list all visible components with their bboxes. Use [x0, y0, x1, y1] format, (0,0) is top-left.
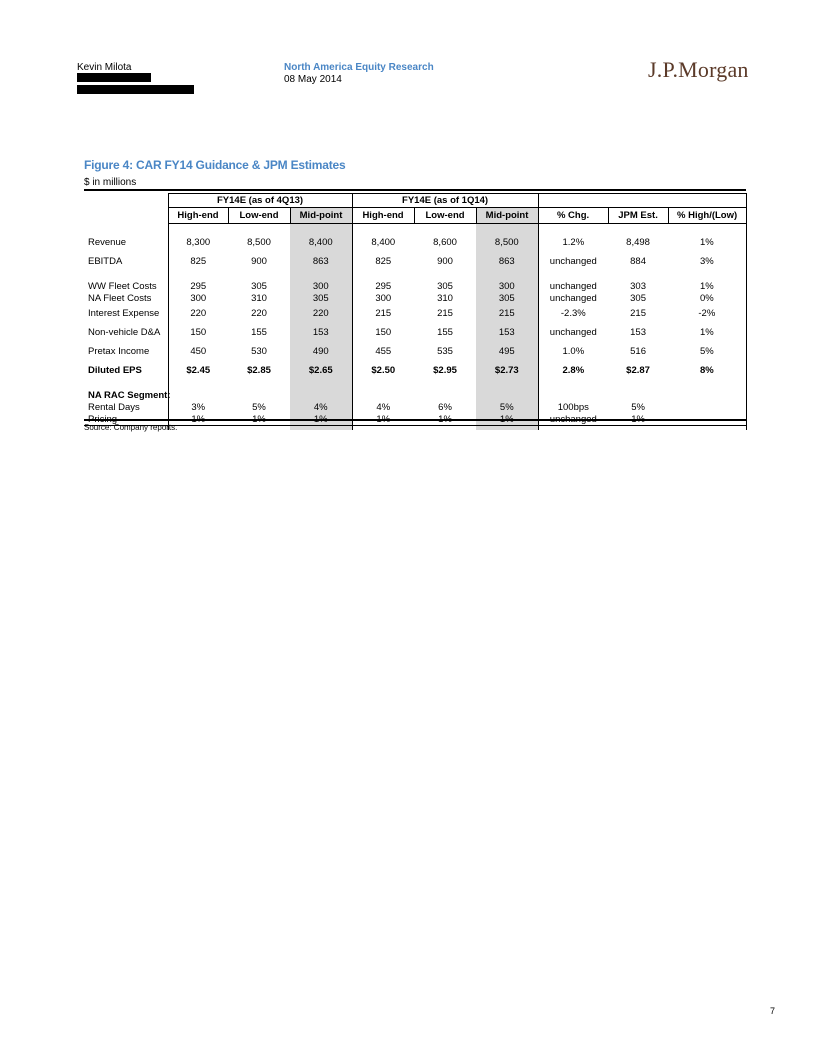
table-cell: 215 [437, 308, 453, 319]
table-cell: 1% [352, 413, 414, 426]
table-cell: 220 [168, 304, 228, 323]
col-header: % Chg. [538, 208, 608, 224]
col-header: Mid-point [476, 208, 538, 224]
table-cell: -2% [668, 304, 746, 323]
table-cell: 150 [168, 323, 228, 342]
col-header: Mid-point [290, 208, 352, 224]
author-name: Kevin Milota [77, 62, 132, 73]
spacer-row [84, 380, 746, 389]
table-row [84, 292, 746, 304]
table-row [84, 304, 746, 323]
table-row [84, 342, 746, 361]
table-cell: 153 [290, 323, 352, 342]
guidance-table [84, 193, 747, 430]
table-cell: 8,498 [626, 237, 650, 248]
table-cell: $2.45 [168, 361, 228, 380]
table-cell: 1% [414, 413, 476, 426]
table-cell: 155 [251, 327, 267, 338]
table-cell: 1% [668, 280, 746, 292]
col-header: Low-end [414, 208, 476, 224]
bottom-rule [84, 419, 746, 421]
row-label: WW Fleet Costs [88, 280, 157, 292]
table-cell: 295 [375, 280, 392, 292]
table-cell: 1.0% [562, 346, 585, 357]
spacer-row [84, 426, 746, 431]
table-cell: 1% [668, 233, 746, 252]
table-cell: 305 [437, 280, 453, 292]
row-label: Pretax Income [88, 346, 150, 357]
table-cell: 5% [631, 401, 645, 413]
research-department: North America Equity Research [284, 62, 434, 73]
table-cell: 5% [476, 401, 538, 413]
table-row [84, 401, 746, 413]
table-cell: $2.65 [290, 361, 352, 380]
table-cell: 1% [290, 413, 352, 426]
group-header-4q13: FY14E (as of 4Q13) [168, 194, 352, 208]
table-cell: 825 [168, 252, 228, 271]
table-cell: $2.87 [626, 365, 650, 376]
table-cell: 295 [168, 280, 228, 292]
table-row [84, 233, 746, 252]
row-label: Non-vehicle D&A [88, 327, 161, 338]
table-cell: 863 [476, 252, 538, 271]
row-label: Interest Expense [88, 308, 160, 319]
row-label: NA Fleet Costs [88, 292, 152, 304]
table-cell: 305 [630, 292, 646, 304]
redaction-bar [77, 73, 151, 82]
group-header-row [84, 194, 746, 208]
table-cell: 215 [630, 308, 646, 319]
table-cell: 300 [476, 280, 538, 292]
table-cell: 4% [376, 401, 391, 413]
col-header: % High/(Low) [668, 208, 746, 224]
top-rule [84, 189, 746, 191]
table-cell [668, 401, 746, 413]
group-header-1q14: FY14E (as of 1Q14) [352, 194, 538, 208]
col-header: High-end [352, 208, 414, 224]
table-row [84, 361, 746, 380]
row-label: EBITDA [88, 256, 123, 267]
segment-header-row [84, 389, 746, 401]
table-cell: 1% [608, 413, 668, 426]
table-cell: 825 [375, 256, 392, 267]
col-header: High-end [168, 208, 228, 224]
table-cell: 8,500 [247, 237, 271, 248]
table-cell: 1% [228, 413, 290, 426]
table-cell: 8,400 [290, 233, 352, 252]
table-cell: 310 [437, 292, 453, 304]
table-cell: unchanged [538, 413, 608, 426]
table-cell: 303 [630, 280, 646, 292]
jpmorgan-logo: J.P.Morgan [648, 57, 749, 82]
table-cell: 8,400 [371, 237, 396, 248]
table-cell: 8,300 [168, 233, 228, 252]
table-cell: unchanged [549, 292, 597, 304]
table-cell: 900 [437, 256, 453, 267]
table-cell: 450 [168, 342, 228, 361]
table-cell: 495 [476, 342, 538, 361]
page-number: 7 [770, 1006, 776, 1016]
row-label: Revenue [88, 237, 127, 248]
table-cell: 530 [251, 346, 267, 357]
table-cell: unchanged [549, 256, 597, 267]
table-cell: 150 [375, 327, 392, 338]
table-cell: 305 [251, 280, 267, 292]
table-cell: 220 [251, 308, 267, 319]
table-cell: 220 [290, 304, 352, 323]
table-cell: 516 [630, 346, 646, 357]
table-cell: -2.3% [560, 308, 586, 319]
table-cell: 6% [438, 401, 452, 413]
table-cell: 1% [476, 413, 538, 426]
table-cell: 310 [251, 292, 267, 304]
table-cell: 1.2% [562, 237, 585, 248]
table-cell: 5% [668, 342, 746, 361]
table-cell: 863 [290, 252, 352, 271]
table-row [84, 252, 746, 271]
table-cell: 8,500 [476, 233, 538, 252]
row-label: Rental Days [88, 401, 140, 413]
row-label: Diluted EPS [88, 365, 142, 376]
spacer-row [84, 271, 746, 280]
table-cell: $2.85 [247, 365, 271, 376]
table-cell: 300 [168, 292, 228, 304]
table-cell: 155 [437, 327, 453, 338]
row-label: Pricing [84, 413, 168, 426]
table-cell: 455 [375, 346, 392, 357]
col-header: Low-end [228, 208, 290, 224]
table-cell: 100bps [557, 401, 589, 413]
table-row [84, 280, 746, 292]
table-cell: 900 [251, 256, 267, 267]
table-cell: 490 [290, 342, 352, 361]
table-cell: $2.50 [371, 365, 396, 376]
table-cell: 535 [437, 346, 453, 357]
table-cell: 4% [290, 401, 352, 413]
table-cell: 305 [290, 292, 352, 304]
table-cell: 5% [252, 401, 266, 413]
table-cell: 215 [476, 304, 538, 323]
column-header-row [84, 208, 746, 224]
table-body [84, 224, 746, 431]
table-cell: 215 [375, 308, 392, 319]
table-cell: 3% [668, 252, 746, 271]
figure-subtitle: $ in millions [84, 177, 137, 188]
table-cell: 300 [375, 292, 392, 304]
table-cell: 3% [168, 401, 228, 413]
table-cell: 8% [668, 361, 746, 380]
table-cell: 1% [668, 323, 746, 342]
figure-title: Figure 4: CAR FY14 Guidance & JPM Estimates [84, 158, 346, 172]
col-header: JPM Est. [608, 208, 668, 224]
report-date: 08 May 2014 [284, 74, 342, 85]
table-cell: 0% [668, 292, 746, 304]
table-cell: $2.95 [433, 365, 457, 376]
table-cell: unchanged [549, 327, 597, 338]
table-cell: 153 [476, 323, 538, 342]
segment-label: NA RAC Segment: [88, 389, 171, 401]
table-cell: 8,600 [433, 237, 457, 248]
table-cell: 884 [630, 256, 646, 267]
source-note: Source: Company reports. [84, 423, 178, 432]
spacer-row [84, 224, 746, 234]
table-cell: $2.73 [476, 361, 538, 380]
table-cell: 1% [168, 413, 228, 426]
table-cell: 300 [290, 280, 352, 292]
table-cell: 153 [630, 327, 646, 338]
table-cell: 305 [476, 292, 538, 304]
table-cell: 2.8% [562, 365, 585, 376]
redaction-bar [77, 85, 194, 94]
table-row [84, 323, 746, 342]
table-cell: unchanged [549, 280, 597, 292]
